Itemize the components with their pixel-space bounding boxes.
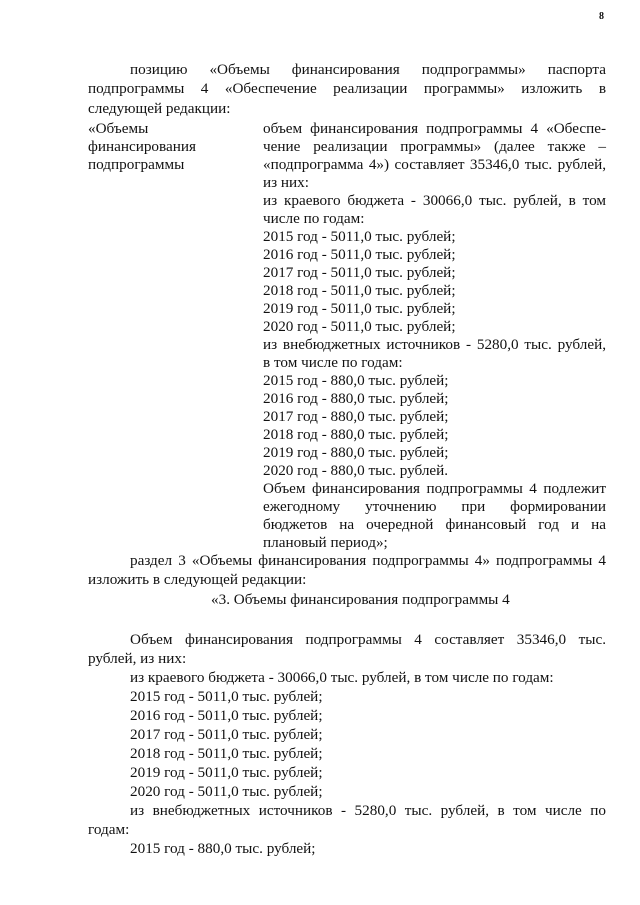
passport-regional-year: 2015 год - 5011,0 тыс. рублей;: [263, 228, 456, 245]
passport-regional-year: 2018 год - 5011,0 тыс. рублей;: [263, 282, 456, 299]
passport-text-line: чение реализации программы» (далее также –: [263, 138, 606, 155]
passport-note-line: Объем финансирования подпрограммы 4 подлежит: [263, 480, 606, 497]
passport-regional-year: 2020 год - 5011,0 тыс. рублей;: [263, 318, 456, 335]
body-regional-year: 2017 год - 5011,0 тыс. рублей;: [130, 726, 323, 743]
body-ext-year: 2015 год - 880,0 тыс. рублей;: [130, 840, 316, 857]
section-line-2: изложить в следующей редакции:: [88, 571, 307, 588]
passport-ext-year: 2017 год - 880,0 тыс. рублей;: [263, 408, 449, 425]
passport-ext-year: 2018 год - 880,0 тыс. рублей;: [263, 426, 449, 443]
passport-ext-line: из внебюджетных источников - 5280,0 тыс. рублей,: [263, 336, 606, 353]
passport-ext-year: 2016 год - 880,0 тыс. рублей;: [263, 390, 449, 407]
passport-regional-line: из краевого бюджета - 30066,0 тыс. рублей, в том: [263, 192, 606, 209]
body-regional-year: 2016 год - 5011,0 тыс. рублей;: [130, 707, 323, 724]
passport-label-1: «Объемы: [88, 120, 149, 137]
passport-ext-year: 2020 год - 880,0 тыс. рублей.: [263, 462, 449, 479]
page-number: 8: [599, 11, 604, 22]
passport-label-2: финансирования: [88, 138, 196, 155]
passport-regional-year: 2016 год - 5011,0 тыс. рублей;: [263, 246, 456, 263]
passport-ext-line: в том числе по годам:: [263, 354, 403, 371]
section-line-1: раздел 3 «Объемы финансирования подпрограммы 4» подпрограммы 4: [130, 552, 606, 569]
body-ext-line: годам:: [88, 821, 130, 838]
passport-text-line: «подпрограмма 4») составляет 35346,0 тыс. рублей,: [263, 156, 606, 173]
body-regional-year: 2019 год - 5011,0 тыс. рублей;: [130, 764, 323, 781]
body-regional-year: 2018 год - 5011,0 тыс. рублей;: [130, 745, 323, 762]
passport-text-line: из них:: [263, 174, 309, 191]
body-ext-line: из внебюджетных источников - 5280,0 тыс. рублей, в том числе по: [130, 802, 606, 819]
passport-label-3: подпрограммы: [88, 156, 185, 173]
body-paragraph-line: Объем финансирования подпрограммы 4 составляет 35346,0 тыс.: [130, 631, 606, 648]
passport-regional-line: числе по годам:: [263, 210, 365, 227]
passport-note-line: бюджетов на очередной финансовый год и на: [263, 516, 606, 533]
passport-text-line: объем финансирования подпрограммы 4 «Обеспе-: [263, 120, 606, 137]
passport-note-line: ежегодному уточнению при формировании: [263, 498, 606, 515]
body-regional-line: из краевого бюджета - 30066,0 тыс. рублей, в том числе по годам:: [130, 669, 554, 686]
intro-line-3: следующей редакции:: [88, 100, 231, 117]
body-paragraph-line: рублей, из них:: [88, 650, 187, 667]
intro-line-1: позицию «Объемы финансирования подпрограммы» паспорта: [130, 61, 606, 78]
passport-regional-year: 2017 год - 5011,0 тыс. рублей;: [263, 264, 456, 281]
section-heading: «3. Объемы финансирования подпрограммы 4: [211, 591, 510, 608]
passport-regional-year: 2019 год - 5011,0 тыс. рублей;: [263, 300, 456, 317]
body-regional-year: 2015 год - 5011,0 тыс. рублей;: [130, 688, 323, 705]
body-regional-year: 2020 год - 5011,0 тыс. рублей;: [130, 783, 323, 800]
passport-note-line: плановый период»;: [263, 534, 388, 551]
passport-ext-year: 2019 год - 880,0 тыс. рублей;: [263, 444, 449, 461]
intro-line-2: подпрограммы 4 «Обеспечение реализации программы» изложить в: [88, 80, 606, 97]
passport-ext-year: 2015 год - 880,0 тыс. рублей;: [263, 372, 449, 389]
